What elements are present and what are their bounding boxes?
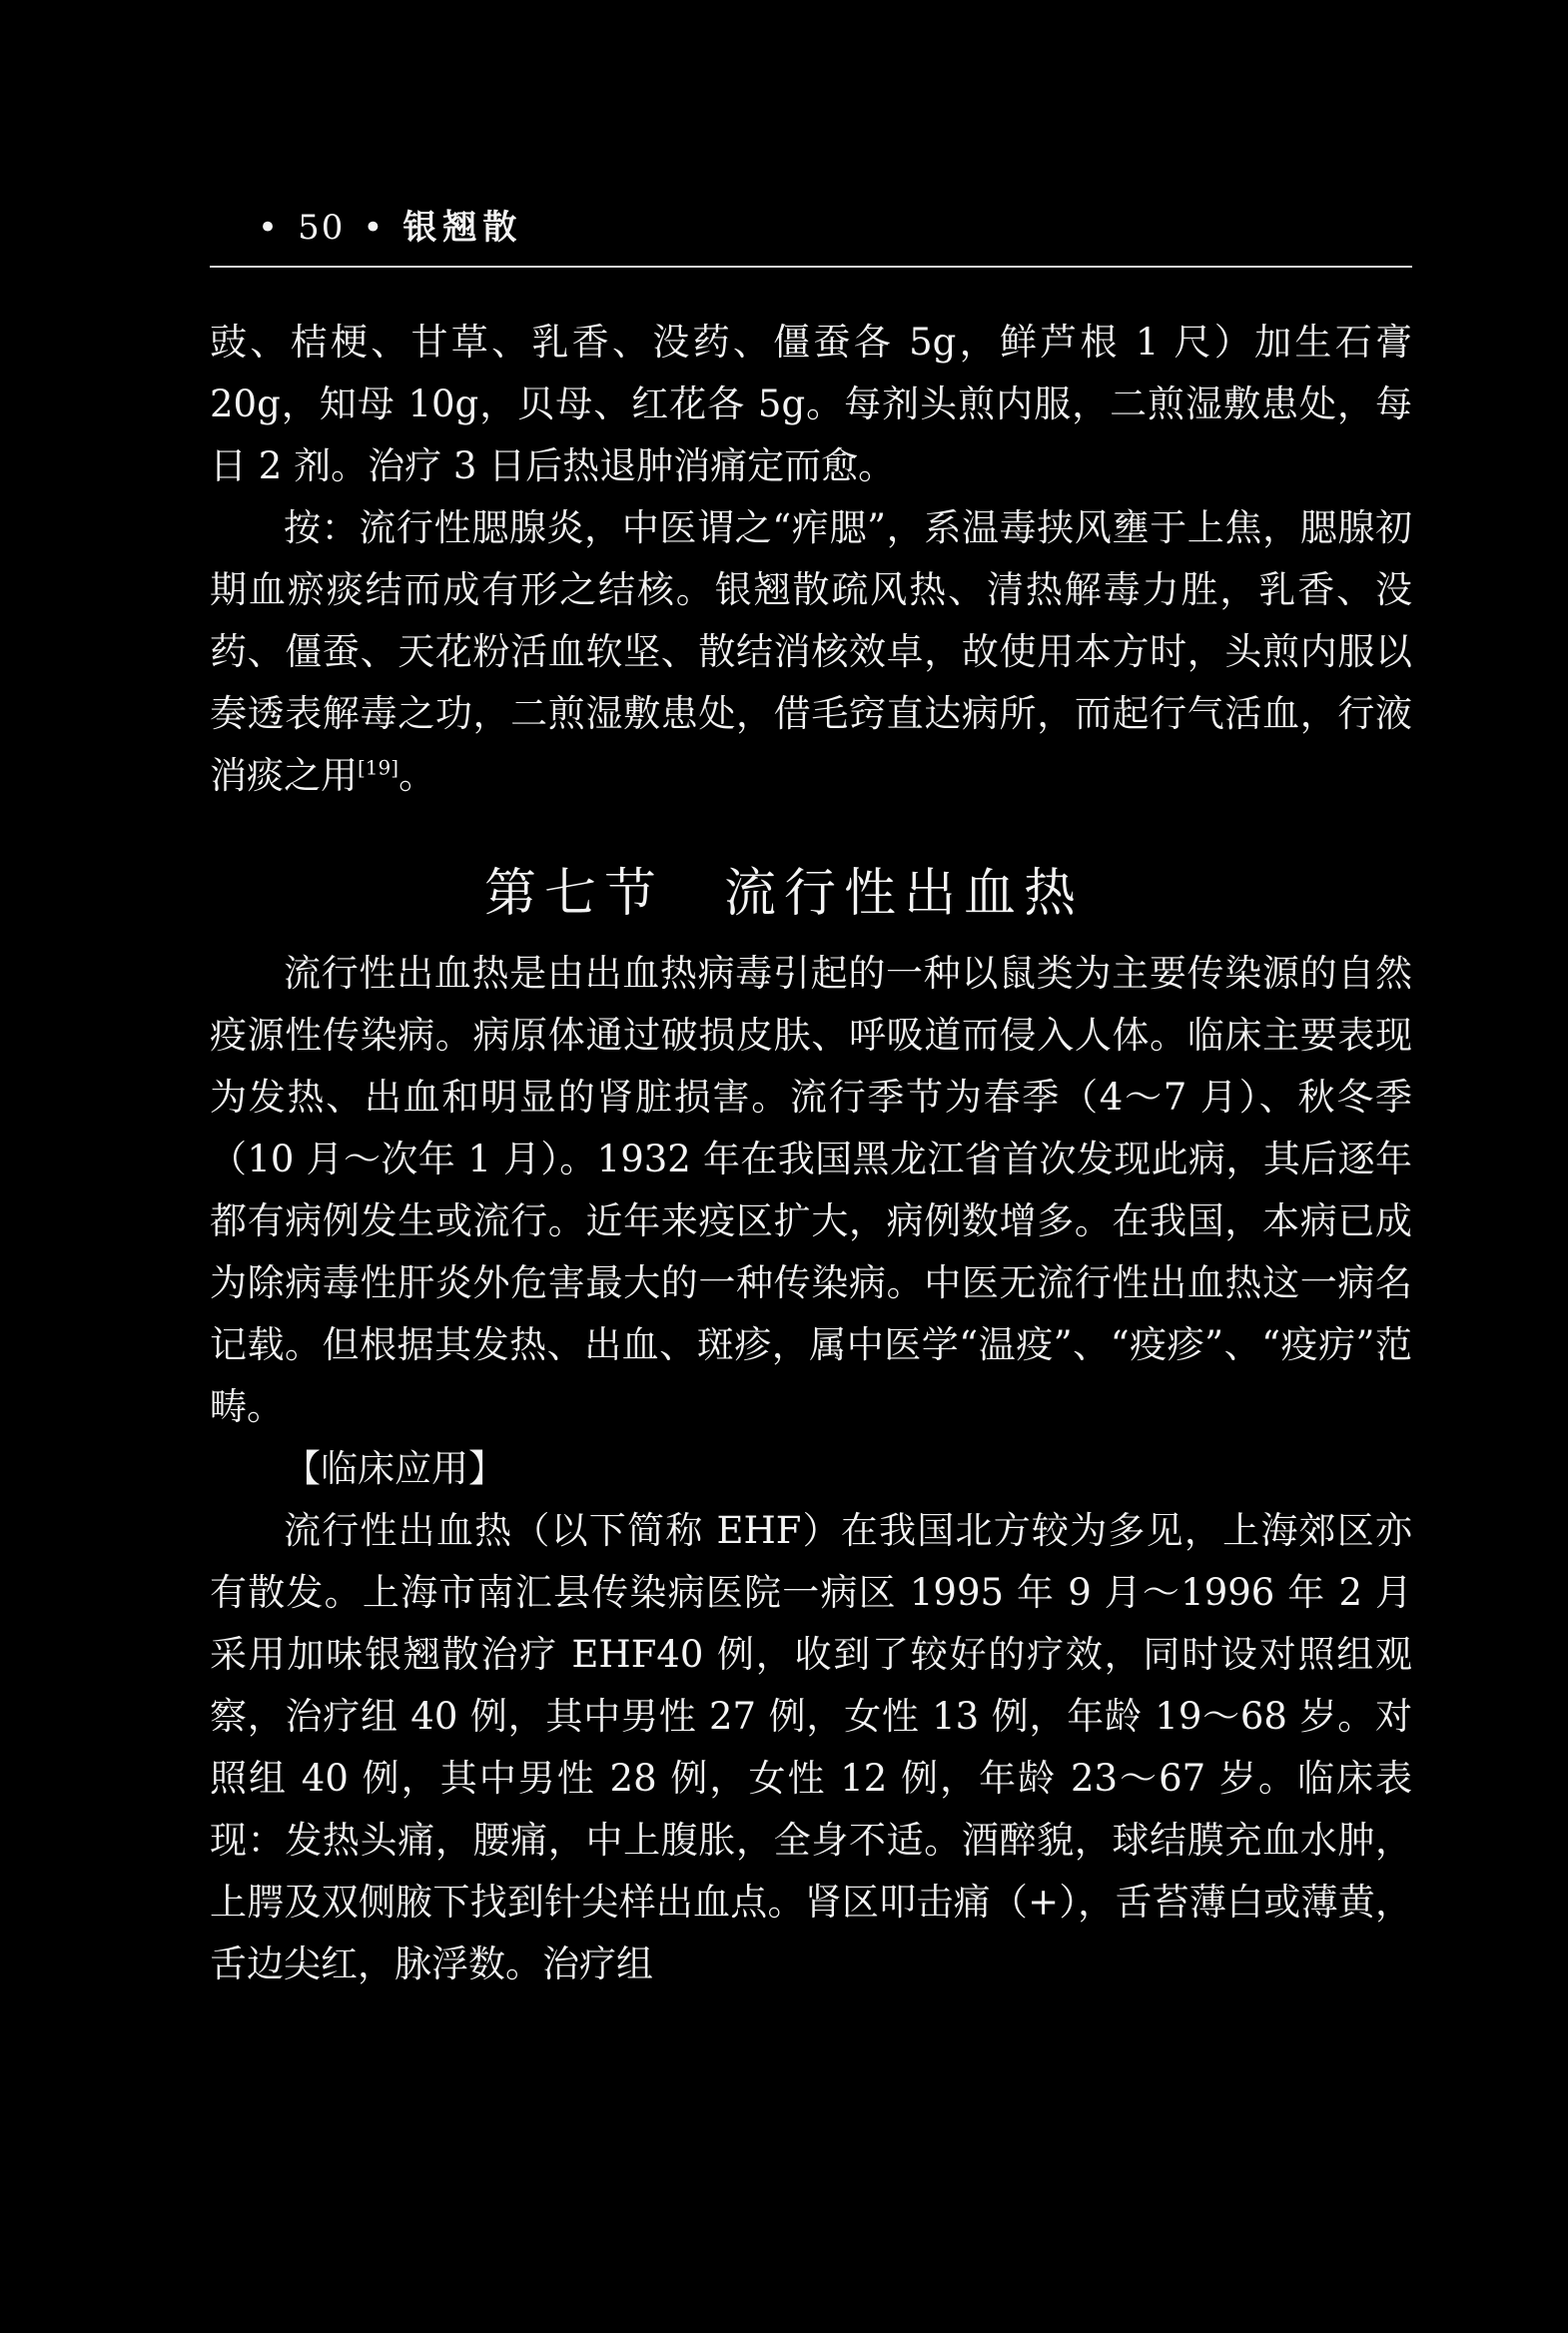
bullet-left: • [258, 208, 281, 248]
paragraph-continued: 豉、桔梗、甘草、乳香、没药、僵蚕各 5g，鲜芦根 1 尺）加生石膏 20g，知母 10g，贝母、红花各 5g。每剂头煎内服，二煎湿敷患处，每日 2 剂。治疗 3 日后热退肿消痛定而愈。 [210, 321, 1412, 487]
book-title: 银翘散 [402, 208, 523, 248]
section-name: 流行性出血热 [724, 864, 1085, 924]
bullet-right: • [363, 208, 386, 248]
page-number: 50 [298, 208, 346, 248]
running-head [240, 200, 522, 249]
clinical-heading: 【临床应用】 [284, 1447, 505, 1490]
header-rule [210, 266, 1412, 268]
section-number: 第七节 [483, 864, 664, 924]
citation-ref: [19] [358, 755, 399, 780]
note-end: 。 [398, 754, 436, 797]
text-block-top [210, 312, 1412, 807]
paragraph-intro: 流行性出血热是由出血热病毒引起的一种以鼠类为主要传染源的自然疫源性传染病。病原体通过破损皮肤、呼吸道而侵入人体。临床主要表现为发热、出血和明显的肾脏损害。流行季节为春季（4～7 月）、秋冬季（10 月～次年 1 月）。1932 年在我国黑龙江省首次发现此病，其后逐年都有病例发生或流行。近年来疫区扩大，病例数增多。在我国，本病已成为除病毒性肝炎外危害最大的一种传染病。中医无流行性出血热这一病名记载。但根据其发热、出血、斑疹，属中医学“温疫”、“疫疹”、“疫疠”范畴。 [210, 952, 1412, 1428]
section-title [0, 851, 1568, 926]
note-text: 按：流行性腮腺炎，中医谓之“痄腮”，系温毒挟风壅于上焦，腮腺初期血瘀痰结而成有形之结核。银翘散疏风热、清热解毒力胜，乳香、没药、僵蚕、天花粉活血软坚、散结消核效卓，故使用本方时，头煎内服以奏透表解毒之功，二煎湿敷患处，借毛窍直达病所，而起行气活血，行液消痰之用 [210, 506, 1412, 797]
paragraph-clinical: 流行性出血热（以下简称 EHF）在我国北方较为多见，上海郊区亦有散发。上海市南汇县传染病医院一病区 1995 年 9 月～1996 年 2 月采用加味银翘散治疗 EHF40 例，收到了较好的疗效，同时设对照组观察，治疗组 40 例，其中男性 27 例，女性 13 例，年龄 19～68 岁。对照组 40 例，其中男性 28 例，女性 12 例，年龄 23～67 岁。临床表现：发热头痛，腰痛，中上腹胀，全身不适。酒醉貌，球结膜充血水肿，上腭及双侧腋下找到针尖样出血点。肾区叩击痛（+），舌苔薄白或薄黄，舌边尖红，脉浮数。治疗组 [210, 1509, 1412, 1985]
text-block-main [210, 943, 1412, 1995]
paragraph-note [210, 497, 1412, 807]
